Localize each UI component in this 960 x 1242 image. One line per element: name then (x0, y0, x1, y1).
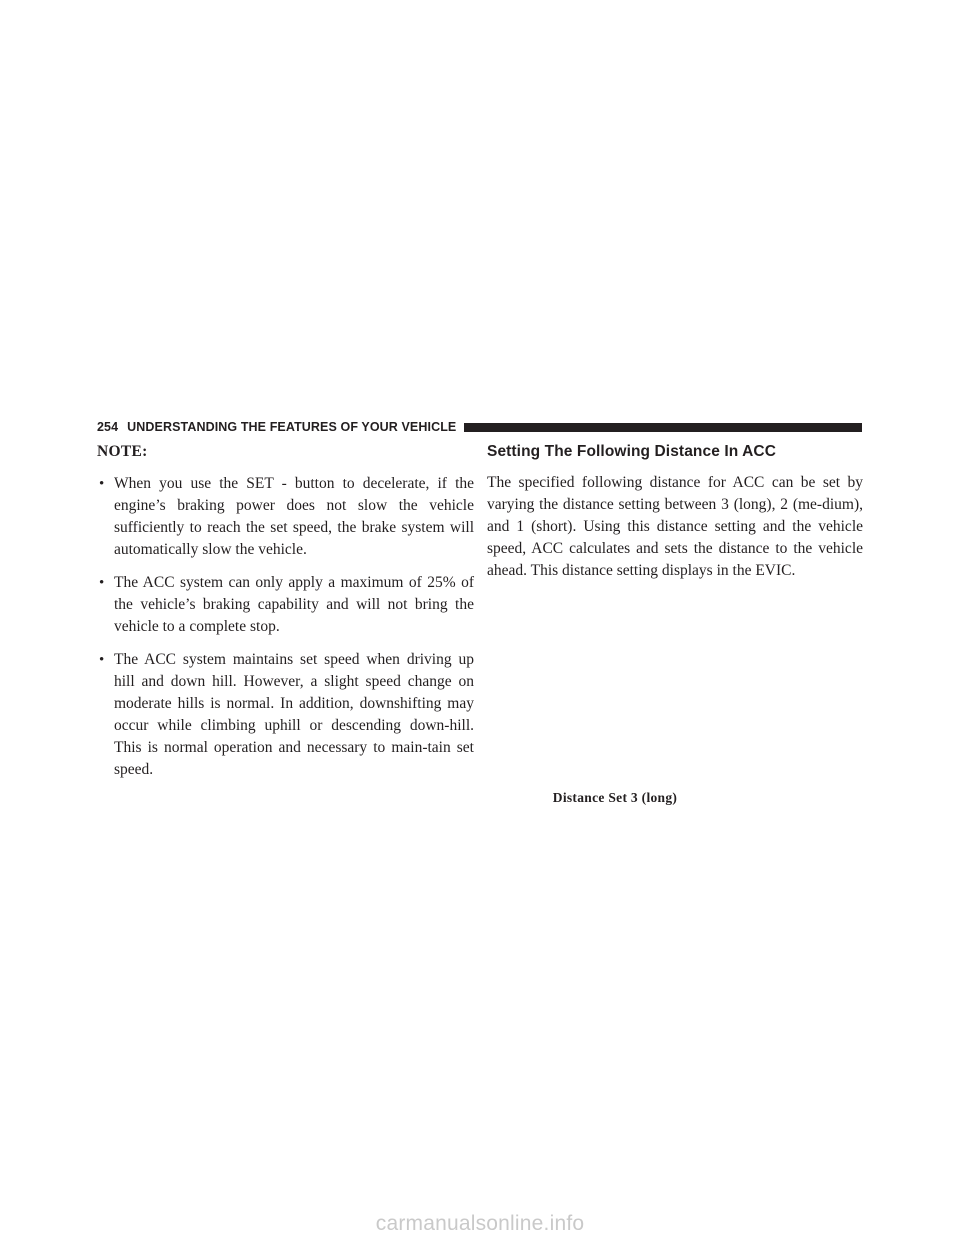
bullet-text: The ACC system maintains set speed when driving up hill and down hill. However, a slight speed change on moderate hills is normal. In addition, downshifting may occur while climbing uphill or descending down-hill. This is normal operation and necessary to main-tain set speed. (114, 651, 474, 778)
page-number: 254 (97, 420, 119, 434)
bullet-text: When you use the SET - button to decelerate, if the engine’s braking power does not slow the vehicle sufficiently to reach the set speed, the brake system will automatically slow the vehicle. (114, 475, 474, 558)
note-bullet-item (97, 473, 474, 561)
note-bullet-item (97, 572, 474, 638)
page-header (97, 419, 862, 435)
figure-placeholder (487, 560, 863, 778)
left-column (97, 442, 474, 792)
body-paragraph: The specified following distance for ACC can be set by varying the distance setting between 3 (long), 2 (me-dium), and 1 (short). Using this distance setting and the vehicle speed, ACC calculates and sets the distance to the vehicle ahead. This distance setting displays in the EVIC. (487, 474, 863, 579)
bullet-text: The ACC system can only apply a maximum of 25% of the vehicle’s braking capability and will not bring the vehicle to a complete stop. (114, 574, 474, 635)
section-title: UNDERSTANDING THE FEATURES OF YOUR VEHICLE (127, 420, 457, 434)
note-bullet-item (97, 649, 474, 781)
section-heading: Setting The Following Distance In ACC (487, 443, 777, 460)
bullet-icon: • (99, 652, 105, 668)
bullet-icon: • (99, 476, 105, 492)
bullet-icon: • (99, 575, 105, 591)
note-label: NOTE: (97, 443, 148, 460)
header-rule (464, 423, 862, 432)
watermark: carmanualsonline.info (375, 1212, 585, 1235)
note-bullet-list (97, 473, 474, 781)
figure-caption: Distance Set 3 (long) (552, 790, 678, 805)
